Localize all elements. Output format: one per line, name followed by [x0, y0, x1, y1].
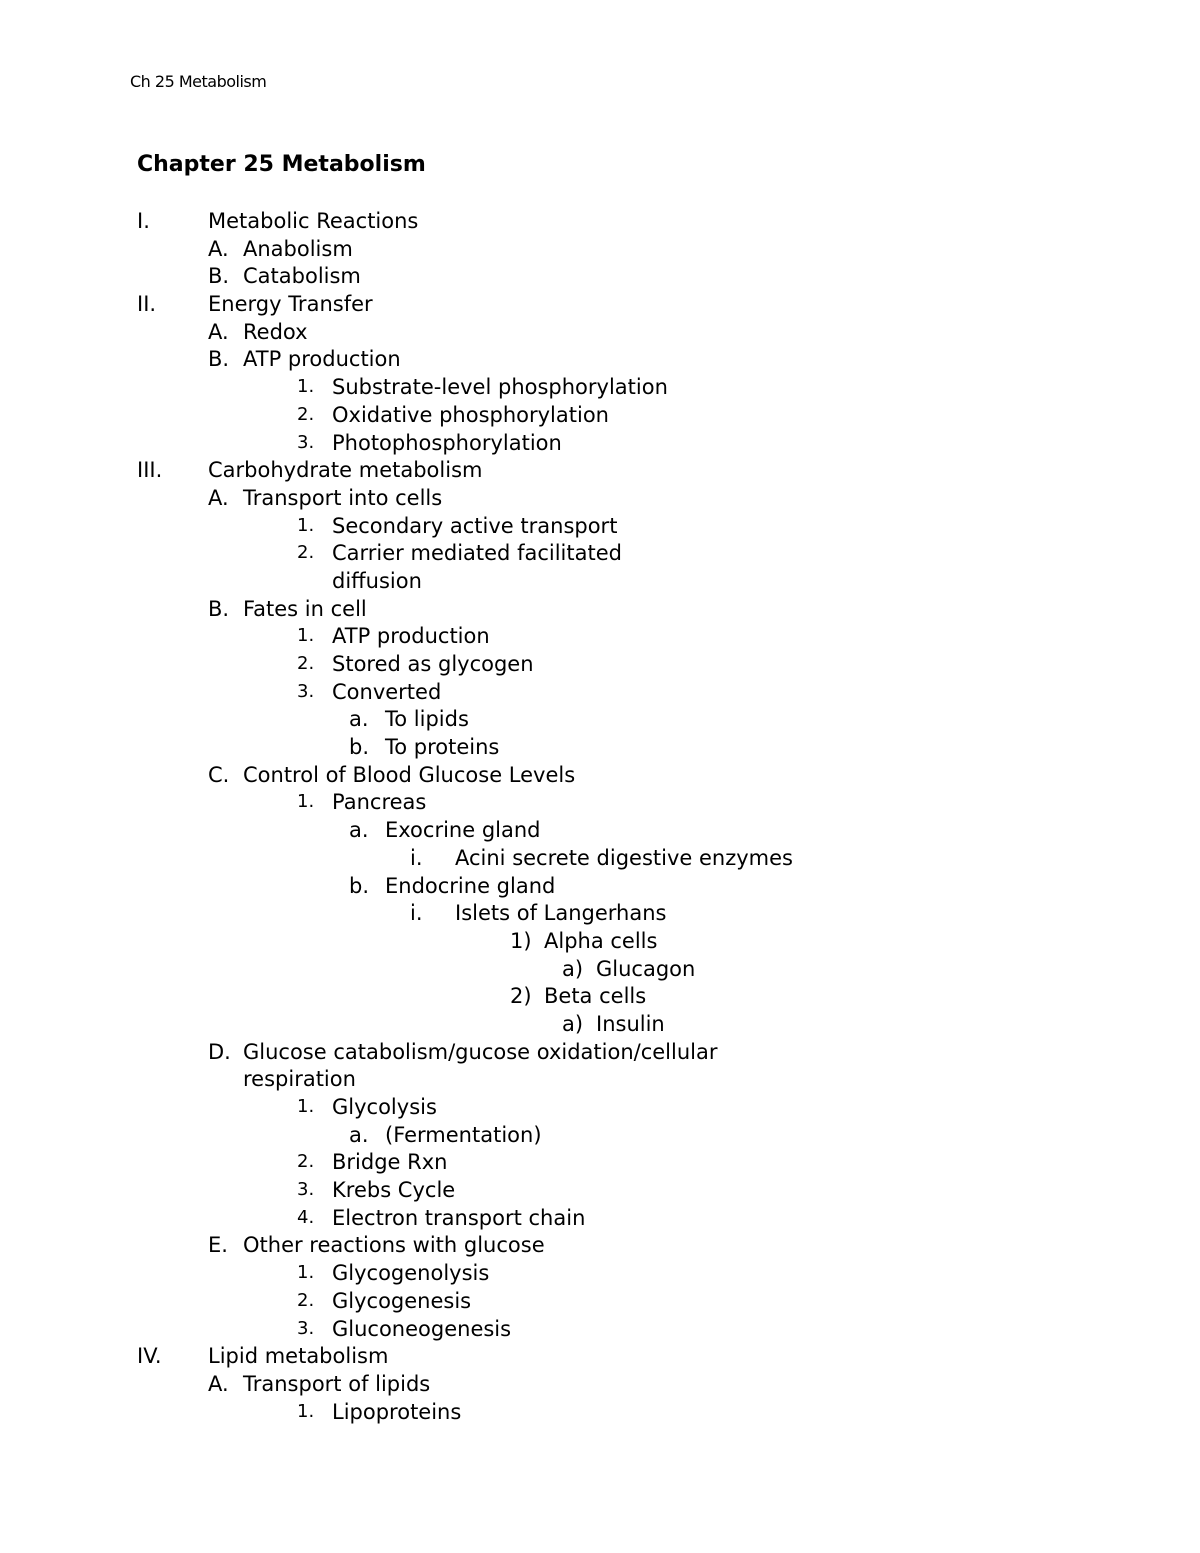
outline-item: [0, 1230, 1200, 1258]
outline-item: [0, 621, 1200, 649]
outline-text: Gluconeogenesis: [332, 1316, 512, 1341]
outline-marker: B.: [208, 596, 230, 621]
outline-marker: 1.: [297, 625, 315, 647]
outline-text: Secondary active transport: [332, 513, 618, 538]
outline-marker: 2.: [297, 653, 315, 674]
outline-item: [0, 483, 1200, 511]
outline-item: [0, 1369, 1200, 1397]
outline-text: Carrier mediated facilitated: [332, 541, 622, 566]
outline-item: [0, 511, 1200, 539]
outline-item: [0, 455, 1200, 483]
outline-marker: i.: [410, 901, 423, 926]
outline-text: diffusion: [332, 568, 422, 593]
outline-text: ATP production: [243, 347, 401, 372]
outline-item: [0, 566, 1200, 594]
outline-item: [0, 289, 1200, 317]
outline-item: [0, 981, 1200, 1009]
outline-text: Pancreas: [332, 790, 427, 815]
outline-item: [0, 1175, 1200, 1203]
outline-marker: 3.: [297, 1179, 315, 1201]
outline-marker: A.: [208, 236, 229, 261]
outline-item: [0, 1286, 1200, 1314]
outline-text: Oxidative phosphorylation: [332, 402, 609, 427]
outline-text: Converted: [332, 679, 442, 704]
outline-item: [0, 234, 1200, 262]
outline-text: Photophosphorylation: [332, 430, 562, 455]
outline-item: [0, 400, 1200, 428]
outline-item: [0, 1397, 1200, 1425]
outline-marker: 1.: [297, 376, 315, 398]
outline-item: [0, 843, 1200, 871]
outline-text: Stored as glycogen: [332, 652, 534, 676]
outline-text: Acini secrete digestive enzymes: [455, 845, 793, 870]
outline-text: Glycogenesis: [332, 1288, 472, 1313]
outline-item: [0, 261, 1200, 289]
outline-marker: C.: [208, 762, 230, 787]
outline-marker: A.: [208, 485, 229, 510]
outline-marker: a): [562, 956, 584, 981]
outline-marker: A.: [208, 1371, 229, 1396]
outline-text: Glucose catabolism/gucose oxidation/cellular: [243, 1039, 718, 1064]
outline-text: To proteins: [385, 735, 500, 760]
outline-marker: D.: [208, 1039, 231, 1064]
outline-marker: 2): [510, 984, 532, 1009]
outline-text: Beta cells: [544, 984, 647, 1009]
outline-text: To lipids: [385, 707, 469, 732]
outline-item: [0, 1009, 1200, 1037]
outline-marker: 3.: [297, 680, 315, 702]
outline-item: [0, 1203, 1200, 1231]
document-title: Chapter 25 Metabolism: [137, 152, 426, 177]
outline-marker: 1.: [297, 514, 315, 536]
outline-text: Bridge Rxn: [332, 1150, 448, 1175]
outline-text: Glucagon: [596, 956, 696, 981]
outline-marker: III.: [137, 458, 163, 483]
outline-text: Other reactions with glucose: [243, 1233, 545, 1258]
outline-marker: I.: [137, 209, 150, 233]
outline-item: [0, 1258, 1200, 1286]
outline-text: Krebs Cycle: [332, 1178, 456, 1203]
outline-marker: a.: [349, 818, 369, 843]
outline-item: [0, 649, 1200, 677]
outline-marker: a.: [349, 707, 369, 732]
outline-marker: A.: [208, 319, 229, 344]
outline-marker: 2.: [297, 1151, 315, 1173]
outline-item: [0, 1092, 1200, 1120]
outline-marker: 4.: [297, 1206, 315, 1228]
outline-item: [0, 206, 1200, 234]
outline-text: Control of Blood Glucose Levels: [243, 762, 576, 787]
outline-text: ATP production: [332, 624, 490, 649]
outline-item: [0, 787, 1200, 815]
outline-item: [0, 1120, 1200, 1148]
outline-text: Transport into cells: [243, 485, 443, 510]
outline-marker: B.: [208, 347, 230, 372]
outline-text: respiration: [243, 1067, 356, 1092]
outline-marker: 1.: [297, 1400, 315, 1422]
outline-marker: 2.: [297, 542, 315, 564]
outline-text: Insulin: [596, 1011, 665, 1036]
outline-list: [0, 206, 1200, 1424]
outline-text: Endocrine gland: [385, 873, 556, 898]
outline-text: Transport of lipids: [243, 1371, 431, 1396]
outline-text: Islets of Langerhans: [455, 901, 667, 926]
outline-marker: 3.: [297, 431, 315, 453]
outline-text: Exocrine gland: [385, 818, 541, 843]
outline-item: [0, 954, 1200, 982]
outline-text: Electron transport chain: [332, 1205, 586, 1230]
outline-marker: II.: [137, 292, 157, 317]
outline-item: [0, 898, 1200, 926]
outline-text: Alpha cells: [544, 928, 658, 953]
outline-item: [0, 1341, 1200, 1369]
outline-text: (Fermentation): [385, 1122, 542, 1147]
outline-item: [0, 871, 1200, 899]
outline-marker: a): [562, 1011, 584, 1036]
outline-item: [0, 1147, 1200, 1175]
outline-marker: i.: [410, 845, 423, 870]
outline-item: [0, 1037, 1200, 1065]
outline-text: Metabolic Reactions: [208, 209, 419, 233]
outline-marker: 3.: [297, 1317, 315, 1339]
outline-marker: E.: [208, 1233, 228, 1258]
outline-item: [0, 317, 1200, 345]
outline-marker: IV.: [137, 1344, 162, 1369]
outline-item: [0, 1314, 1200, 1342]
outline-item: [0, 1064, 1200, 1092]
running-header: Ch 25 Metabolism: [130, 72, 267, 91]
outline-marker: 1.: [297, 791, 315, 813]
outline-item: [0, 815, 1200, 843]
outline-text: Fates in cell: [243, 596, 367, 621]
outline-text: Energy Transfer: [208, 292, 373, 317]
outline-text: Glycogenolysis: [332, 1261, 490, 1286]
outline-text: Anabolism: [243, 236, 353, 261]
outline-marker: B.: [208, 264, 230, 289]
outline-marker: 2.: [297, 403, 315, 425]
outline-item: [0, 926, 1200, 954]
outline-item: [0, 428, 1200, 456]
outline-text: Substrate-level phosphorylation: [332, 375, 668, 400]
outline-marker: 1): [510, 928, 532, 953]
outline-marker: b.: [349, 873, 370, 898]
outline-item: [0, 760, 1200, 788]
outline-item: [0, 594, 1200, 622]
outline-text: Catabolism: [243, 264, 361, 289]
outline-text: Carbohydrate metabolism: [208, 458, 483, 483]
outline-marker: b.: [349, 735, 370, 760]
outline-marker: 1.: [297, 1262, 315, 1284]
outline-marker: 1.: [297, 1096, 315, 1117]
outline-item: [0, 704, 1200, 732]
outline-text: Lipid metabolism: [208, 1344, 389, 1369]
outline-item: [0, 372, 1200, 400]
outline-text: Glycolysis: [332, 1095, 437, 1119]
outline-item: [0, 677, 1200, 705]
outline-item: [0, 732, 1200, 760]
outline-marker: 2.: [297, 1289, 315, 1311]
outline-item: [0, 538, 1200, 566]
outline-item: [0, 344, 1200, 372]
outline-text: Redox: [243, 319, 308, 344]
outline-text: Lipoproteins: [332, 1399, 462, 1424]
outline-marker: a.: [349, 1122, 369, 1147]
